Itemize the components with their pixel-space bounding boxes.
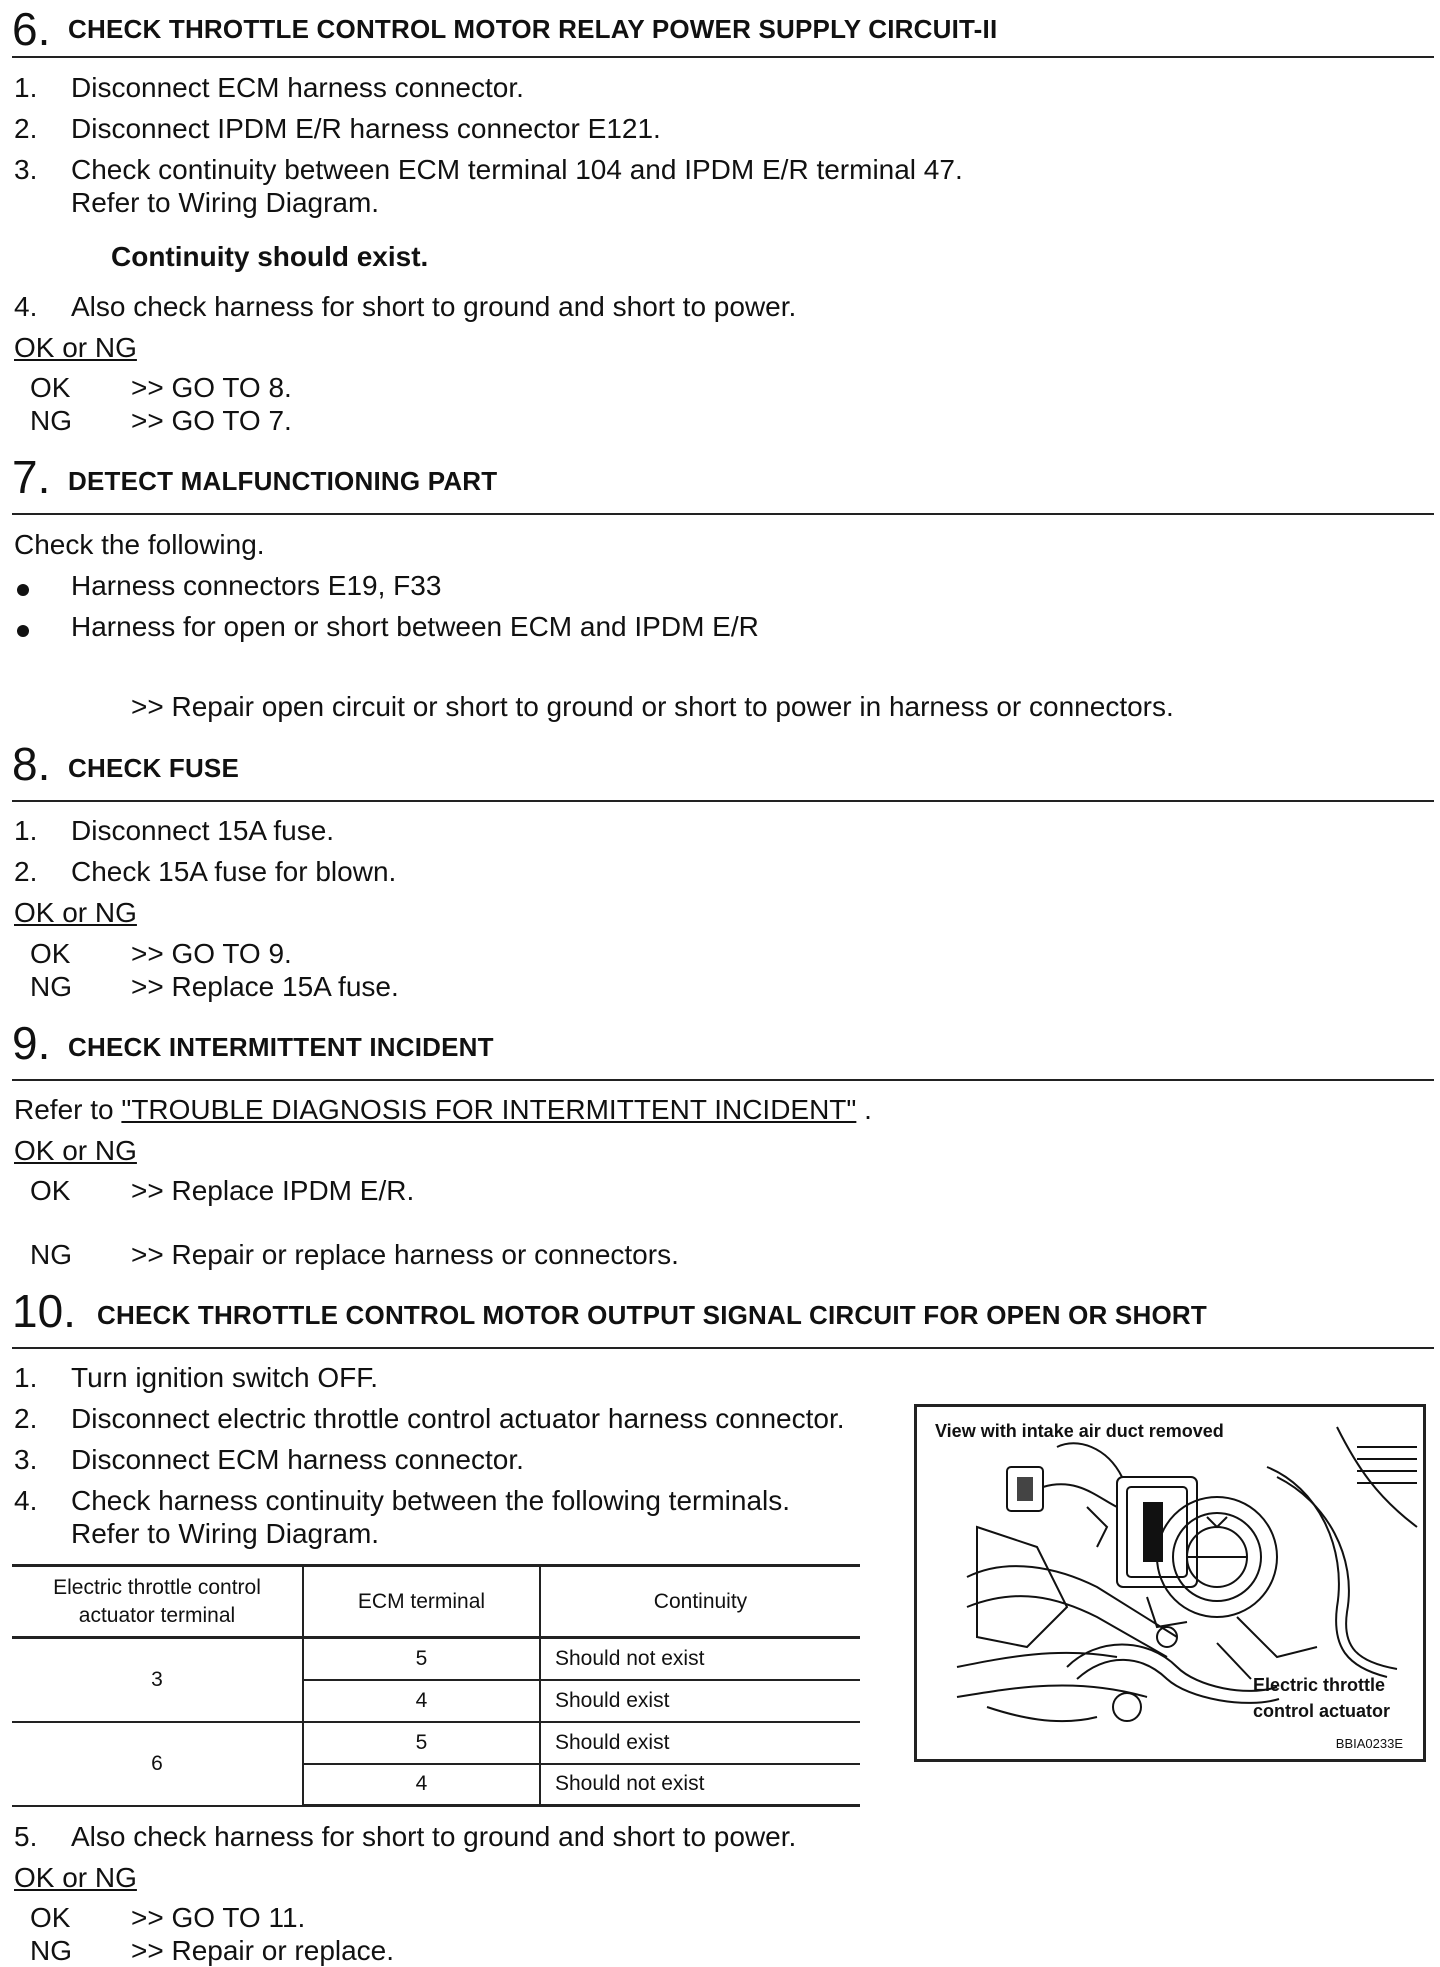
step-text: Disconnect ECM harness connector. bbox=[71, 72, 524, 103]
result-action: >> GO TO 8. bbox=[131, 372, 292, 403]
refer-wiring-diagram: Refer to Wiring Diagram. bbox=[71, 1518, 380, 1549]
step-text: Check continuity between ECM terminal 104 and IPDM E/R terminal 47. bbox=[71, 154, 963, 185]
refer-wiring-diagram: Refer to Wiring Diagram. bbox=[71, 187, 380, 218]
step-text: Disconnect ECM harness connector. bbox=[71, 1444, 524, 1475]
continuity-cell: Should exist bbox=[540, 1722, 860, 1764]
bullet-icon bbox=[17, 625, 29, 637]
ok-or-ng-label: OK or NG bbox=[14, 897, 137, 928]
bullet-item: Harness connectors E19, F33 bbox=[71, 570, 442, 601]
section-10-title: CHECK THROTTLE CONTROL MOTOR OUTPUT SIGNAL CIRCUIT FOR OPEN OR SHORT bbox=[97, 1300, 1207, 1330]
result-key: NG bbox=[30, 1935, 72, 1966]
column-header-continuity: Continuity bbox=[540, 1566, 860, 1638]
result-action: >> Repair or replace. bbox=[131, 1935, 395, 1966]
section-8-number: 8. bbox=[12, 738, 51, 790]
section-divider bbox=[12, 1079, 1434, 1081]
continuity-cell: Should exist bbox=[540, 1680, 860, 1722]
throttle-actuator-figure bbox=[914, 1404, 1426, 1762]
section-10-number: 10. bbox=[12, 1285, 76, 1337]
result-action: >> Replace IPDM E/R. bbox=[131, 1175, 415, 1206]
intermittent-incident-link[interactable]: "TROUBLE DIAGNOSIS FOR INTERMITTENT INCIDENT" bbox=[121, 1094, 857, 1125]
figure-label bbox=[1253, 1672, 1390, 1724]
bullet-item: Harness for open or short between ECM and IPDM E/R bbox=[71, 611, 759, 642]
bullet-icon bbox=[17, 584, 29, 596]
step-text: Disconnect 15A fuse. bbox=[71, 815, 335, 846]
result-key: NG bbox=[30, 405, 72, 436]
result-key: OK bbox=[30, 1175, 71, 1206]
figure-label-line: Electric throttle bbox=[1253, 1675, 1386, 1695]
figure-label-line: control actuator bbox=[1253, 1701, 1391, 1721]
result-key: NG bbox=[30, 971, 72, 1002]
step-number: 1. bbox=[14, 1362, 38, 1393]
section-9-number: 9. bbox=[12, 1017, 51, 1069]
step-number: 4. bbox=[14, 1485, 38, 1516]
result-action: >> GO TO 11. bbox=[131, 1902, 306, 1933]
refer-line bbox=[14, 1094, 872, 1126]
section-divider bbox=[12, 513, 1434, 515]
figure-code: BBIA0233E bbox=[1335, 1736, 1403, 1751]
result-action: >> GO TO 9. bbox=[131, 938, 292, 969]
step-number: 2. bbox=[14, 856, 38, 887]
table-row bbox=[12, 1722, 860, 1764]
section-7-title: DETECT MALFUNCTIONING PART bbox=[68, 466, 498, 496]
step-text: Check 15A fuse for blown. bbox=[71, 856, 397, 887]
continuity-cell: Should not exist bbox=[540, 1638, 860, 1680]
actuator-terminal-cell: 3 bbox=[12, 1638, 303, 1722]
result-key: OK bbox=[30, 372, 71, 403]
ok-or-ng-label: OK or NG bbox=[14, 1135, 137, 1166]
ecm-terminal-cell: 5 bbox=[303, 1722, 540, 1764]
section-6-number: 6. bbox=[12, 3, 51, 55]
continuity-cell: Should not exist bbox=[540, 1764, 860, 1806]
figure-caption: View with intake air duct removed bbox=[935, 1421, 1224, 1441]
section-divider bbox=[12, 800, 1434, 802]
step-number: 3. bbox=[14, 154, 38, 185]
step-number: 2. bbox=[14, 113, 38, 144]
step-text: Disconnect electric throttle control actuator harness connector. bbox=[71, 1403, 845, 1434]
step-number: 4. bbox=[14, 291, 38, 322]
result-action: >> Repair open circuit or short to ground or short to power in harness or connectors. bbox=[131, 691, 1174, 722]
section-divider bbox=[12, 1347, 1434, 1349]
section-8-title: CHECK FUSE bbox=[68, 753, 240, 783]
section-7-number: 7. bbox=[12, 451, 51, 503]
step-text: Disconnect IPDM E/R harness connector E121. bbox=[71, 113, 661, 144]
result-action: >> Replace 15A fuse. bbox=[131, 971, 399, 1002]
ok-or-ng-label: OK or NG bbox=[14, 332, 137, 363]
step-text: Also check harness for short to ground and short to power. bbox=[71, 291, 797, 322]
result-action: >> GO TO 7. bbox=[131, 405, 292, 436]
step-number: 1. bbox=[14, 815, 38, 846]
step-number: 3. bbox=[14, 1444, 38, 1475]
ok-or-ng-label: OK or NG bbox=[14, 1862, 137, 1893]
ecm-terminal-cell: 5 bbox=[303, 1638, 540, 1680]
result-key: OK bbox=[30, 1902, 71, 1933]
step-number: 1. bbox=[14, 72, 38, 103]
result-action: >> Repair or replace harness or connectors. bbox=[131, 1239, 679, 1270]
spec-text: Continuity should exist. bbox=[111, 241, 429, 272]
section-divider bbox=[12, 56, 1434, 58]
table-row bbox=[12, 1638, 860, 1680]
section-6-title: CHECK THROTTLE CONTROL MOTOR RELAY POWER SUPPLY CIRCUIT-II bbox=[68, 14, 998, 44]
column-header-actuator-terminal: Electric throttle control actuator terminal bbox=[12, 1566, 303, 1638]
ecm-terminal-cell: 4 bbox=[303, 1680, 540, 1722]
step-text: Check harness continuity between the following terminals. bbox=[71, 1485, 791, 1516]
result-key: NG bbox=[30, 1239, 72, 1270]
step-text: Turn ignition switch OFF. bbox=[71, 1362, 379, 1393]
column-header-ecm-terminal: ECM terminal bbox=[303, 1566, 540, 1638]
actuator-terminal-cell: 6 bbox=[12, 1722, 303, 1806]
ecm-terminal-cell: 4 bbox=[303, 1764, 540, 1806]
step-text: Also check harness for short to ground and short to power. bbox=[71, 1821, 797, 1852]
step-number: 2. bbox=[14, 1403, 38, 1434]
refer-prefix: Refer to bbox=[14, 1094, 114, 1125]
intro-text: Check the following. bbox=[14, 529, 265, 560]
section-9-title: CHECK INTERMITTENT INCIDENT bbox=[68, 1032, 494, 1062]
step-number: 5. bbox=[14, 1821, 38, 1852]
continuity-table bbox=[12, 1564, 860, 1807]
result-key: OK bbox=[30, 938, 71, 969]
refer-suffix: . bbox=[864, 1094, 872, 1125]
